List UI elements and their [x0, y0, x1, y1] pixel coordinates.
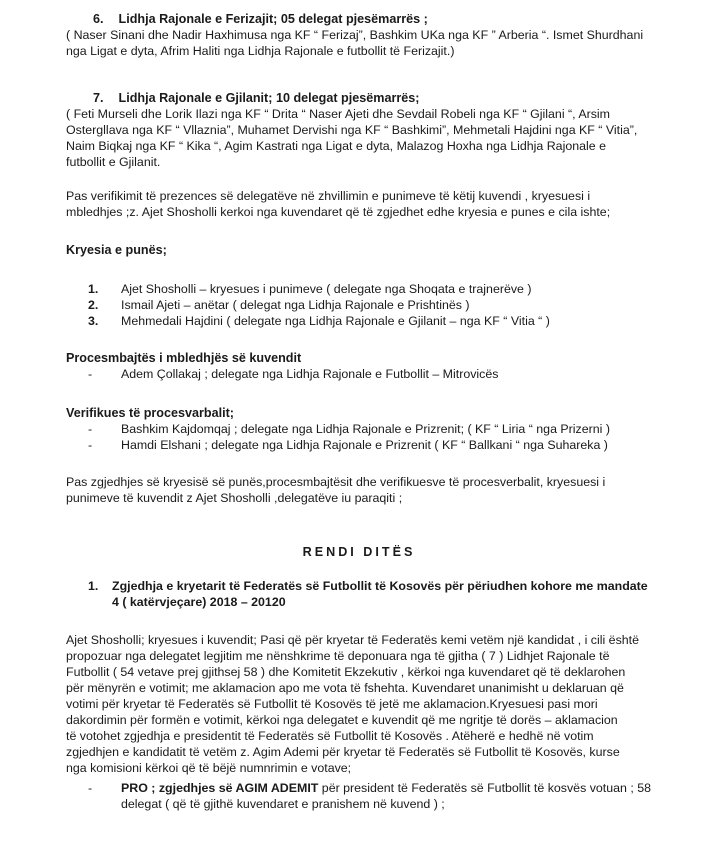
verification-paragraph — [66, 188, 684, 220]
list-item — [66, 281, 684, 297]
list-item-text: Bashkim Kajdomqaj ; delegate nga Lidhja Rajonale e Prizrenit; ( KF “ Liria “ nga Prizerni ) — [121, 422, 610, 436]
list-number: 1. — [88, 282, 99, 296]
section-line: futbollit e Gjilanit. — [66, 155, 161, 169]
section-line: Naim Biqkaj nga KF “ Kika “, Agim Kastrati nga Ligat e dyta, Malazog Hoxha nga Lidhja Rajonale e — [66, 139, 606, 153]
section-line: Ostergllava nga KF “ Vllaznia”, Muhamet Dervishi nga KF “ Bashkimi”, Mehmetali Hajdini nga KF “ Vitia”, — [66, 123, 638, 137]
agenda-title: RENDI DITËS — [302, 545, 416, 559]
list-item — [66, 366, 684, 382]
paragraph-line: votimi për kryetar të Federatës së Futbollit të Kosovës të jetë me aklamacion.Kryesuesi pasi mori — [66, 697, 598, 711]
paragraph-line: nga komisioni kërkoi që të bëjë numnrimin e votave; — [66, 761, 352, 775]
paragraph-line: zgjedhjen e kandidatit të vetëm z. Agim Ademi për kryetar të Federatës së Futbollit të Kosovës, kurse — [66, 745, 620, 759]
list-item-text: Hamdi Elshani ; delegate nga Lidhja Rajonale e Prizrenit ( KF “ Ballkani “ nga Suhareka ) — [121, 438, 608, 452]
paragraph-line: Ajet Shosholli; kryesues i kuvendit; Pasi që për kryetar të Federatës kemi vetëm një kandidat , i cili është — [66, 633, 639, 647]
section-line: ( Naser Sinani dhe Nadir Haxhimusa nga KF “ Ferizaj”, Bashkim UKa nga KF ” Arberia “. Ismet Shurdhani — [66, 28, 644, 42]
vote-result-bold: PRO ; zgjedhjes së AGIM ADEMIT — [121, 781, 319, 795]
section-line: ( Feti Murseli dhe Lorik Ilazi nga KF “ Drita “ Naser Ajeti dhe Sevdail Robeli nga KF “ Gjilani “, Arsim — [66, 107, 611, 121]
body-paragraph — [66, 632, 684, 776]
dash-bullet: - — [88, 781, 93, 795]
section-number: 6. — [93, 12, 104, 26]
paragraph-line: Pas verifikimit të prezences së delegatëve në zhvillimin e punimeve të këtij kuvendi , kryesuesi i — [66, 189, 591, 203]
agenda-line: 4 ( katërvjeçare) 2018 – 20120 — [112, 595, 286, 609]
verifiers-heading: Verifikues të procesvarbalit; — [66, 406, 234, 420]
list-item-text: Ajet Shosholli – kryesues i punimeve ( delegate nga Shoqata e trajnerëve ) — [121, 282, 532, 296]
list-item-text: Ismail Ajeti – anëtar ( delegat nga Lidhja Rajonale e Prishtinës ) — [121, 298, 470, 312]
list-item-text: Adem Çollakaj ; delegate nga Lidhja Rajonale e Futbollit – Mitrovicës — [121, 367, 499, 381]
verifiers-block — [66, 405, 684, 453]
agenda-item-heading — [66, 578, 684, 610]
after-election-paragraph — [66, 474, 684, 506]
vote-result-line2: delegat ( që të gjithë kuvendaret e pranishem në kuvend ) ; — [121, 797, 445, 811]
list-item-text: Mehmedali Hajdini ( delegate nga Lidhja Rajonale e Gjilanit – nga KF “ Vitia “ ) — [121, 314, 550, 328]
section-line: nga Ligat e dyta, Afrim Haliti nga Lidhja Rajonale e futbollit të Ferizajit.) — [66, 44, 455, 58]
section-title: Lidhja Rajonale e Gjilanit; 10 delegat pjesëmarrës; — [118, 91, 420, 105]
list-item — [66, 313, 684, 329]
minutes-keeper-heading: Procesmbajtës i mbledhjës së kuvendit — [66, 351, 302, 365]
vote-result-text: për president të Federatës së Futbollit të kosvës votuan ; 58 — [318, 781, 652, 795]
section-gjilan — [66, 90, 684, 170]
paragraph-line: punimeve të kuvendit z Ajet Shosholli ,delegatëve iu paraqiti ; — [66, 491, 403, 505]
dash-bullet: - — [88, 367, 93, 381]
section-ferizaj — [66, 11, 684, 59]
section-heading — [66, 90, 684, 106]
paragraph-line: Futbollit ( 54 vetave prej gjithsej 58 ) dhe Komitetit Ekzekutiv , kërkoi nga kuvendaret që të deklarohen — [66, 665, 626, 679]
paragraph-line: për mënyrën e votimit; me aklamacion apo me vota të fshehta. Kuvendaret unanimisht u deklaruan që — [66, 681, 624, 695]
presidium-list — [66, 281, 684, 329]
agenda-line: Zgjedhja e kryetarit të Federatës së Futbollit të Kosovës për përiudhen kohore me mandate — [112, 579, 648, 593]
paragraph-line: dakordimin për formën e votimit, kërkoi nga delegatet e kuvendit që me ngritje të dorës – aklamacion — [66, 713, 618, 727]
list-number: 2. — [88, 298, 99, 312]
paragraph-line: propozuar nga delegatet legjitim me nënshkrime të deponuara nga të gjitha ( 7 ) Lidhjet Rajonale të — [66, 649, 610, 663]
section-title: Lidhja Rajonale e Ferizajit; 05 delegat pjesëmarrës ; — [118, 12, 428, 26]
vote-result — [66, 780, 684, 812]
paragraph-line: mbledhjes ;z. Ajet Shosholli kerkoi nga kuvendaret që të zgjedhet edhe kryesia e punes e cila ishte; — [66, 205, 611, 219]
agenda-number: 1. — [88, 579, 99, 593]
list-number: 3. — [88, 314, 99, 328]
section-number: 7. — [93, 91, 104, 105]
list-item — [66, 437, 684, 453]
agenda-item — [66, 578, 684, 610]
minutes-keeper-block — [66, 350, 684, 382]
section-heading — [66, 11, 684, 27]
dash-bullet: - — [88, 422, 93, 436]
list-item — [66, 421, 684, 437]
list-item — [66, 780, 684, 812]
paragraph-line: Pas zgjedhjes së kryesisë së punës,procesmbajtësit dhe verifikuesve të procesverbalit, kryesuesi i — [66, 475, 606, 489]
dash-bullet: - — [88, 438, 93, 452]
list-item — [66, 297, 684, 313]
paragraph-line: të votohet zgjedhja e presidentit të Federatës së Futbollit të Kosovës . Atëherë e hedhë në votim — [66, 729, 594, 743]
presidium-heading: Kryesia e punës; — [66, 243, 167, 257]
